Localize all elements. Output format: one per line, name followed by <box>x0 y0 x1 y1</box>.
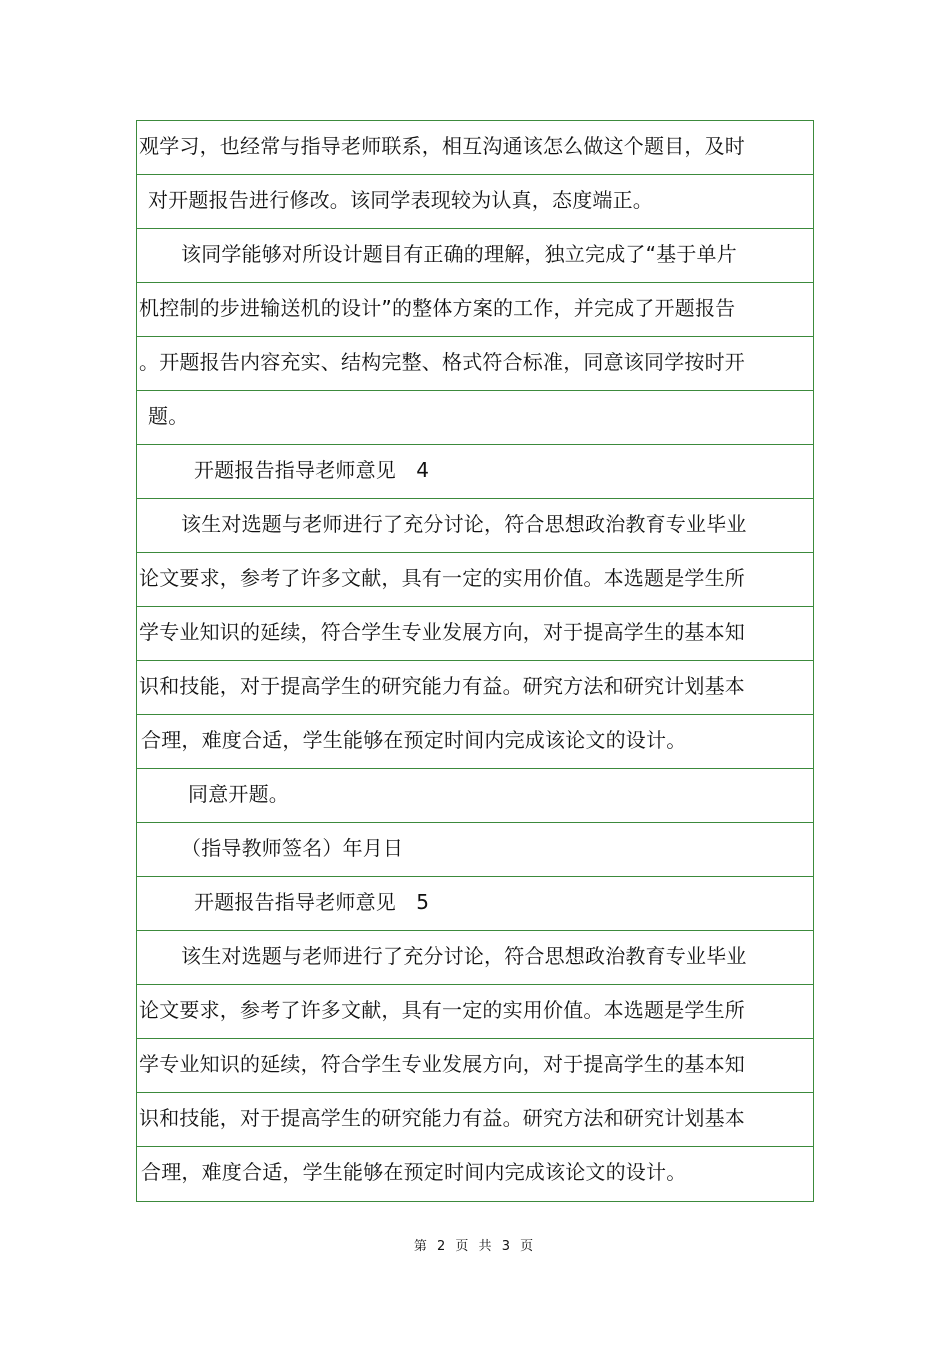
section-heading: 开题报告指导老师意见 5 <box>194 890 430 914</box>
paragraph-line: 学专业知识的延续，符合学生专业发展方向，对于提高学生的基本知 <box>139 1052 745 1076</box>
table-row <box>137 607 813 661</box>
section-heading: 开题报告指导老师意见 4 <box>194 458 430 482</box>
table-row <box>137 283 813 337</box>
table-row <box>137 121 813 175</box>
paragraph-line: 该同学能够对所设计题目有正确的理解，独立完成了“基于单片 <box>181 242 737 266</box>
table-row <box>137 1039 813 1093</box>
paragraph-line: 论文要求，参考了许多文献，具有一定的实用价值。本选题是学生所 <box>139 566 745 590</box>
table-row <box>137 877 813 931</box>
table-row <box>137 823 813 877</box>
paragraph-line: 论文要求，参考了许多文献，具有一定的实用价值。本选题是学生所 <box>139 998 745 1022</box>
table-row <box>137 445 813 499</box>
document-table <box>136 120 814 1202</box>
table-row <box>137 553 813 607</box>
table-row <box>137 1147 813 1202</box>
table-row <box>137 1093 813 1147</box>
paragraph-line: 观学习，也经常与指导老师联系，相互沟通该怎么做这个题目，及时 <box>139 134 745 158</box>
table-row <box>137 391 813 445</box>
table-row <box>137 715 813 769</box>
paragraph-line: 识和技能，对于提高学生的研究能力有益。研究方法和研究计划基本 <box>139 674 745 698</box>
table-row <box>137 229 813 283</box>
paragraph-line: 。开题报告内容充实、结构完整、格式符合标准，同意该同学按时开 <box>139 350 745 374</box>
paragraph-line: 该生对选题与老师进行了充分讨论，符合思想政治教育专业毕业 <box>181 512 747 536</box>
paragraph-line: 合理，难度合适，学生能够在预定时间内完成该论文的设计。 <box>141 1160 687 1184</box>
table-row <box>137 337 813 391</box>
paragraph-line: 机控制的步进输送机的设计”的整体方案的工作，并完成了开题报告 <box>139 296 736 320</box>
paragraph-line: 题。 <box>148 404 189 428</box>
page-number-footer: 第 2 页 共 3 页 <box>413 1239 537 1254</box>
table-row <box>137 661 813 715</box>
table-row <box>137 985 813 1039</box>
paragraph-line: 同意开题。 <box>188 782 289 806</box>
paragraph-line: 识和技能，对于提高学生的研究能力有益。研究方法和研究计划基本 <box>139 1106 745 1130</box>
paragraph-line: 合理，难度合适，学生能够在预定时间内完成该论文的设计。 <box>141 728 687 752</box>
table-row <box>137 175 813 229</box>
paragraph-line: 对开题报告进行修改。该同学表现较为认真，态度端正。 <box>148 188 653 212</box>
paragraph-line: 该生对选题与老师进行了充分讨论，符合思想政治教育专业毕业 <box>181 944 747 968</box>
signature-line: （指导教师签名）年月日 <box>181 836 404 860</box>
table-row <box>137 931 813 985</box>
table-row <box>137 769 813 823</box>
paragraph-line: 学专业知识的延续，符合学生专业发展方向，对于提高学生的基本知 <box>139 620 745 644</box>
table-row <box>137 499 813 553</box>
